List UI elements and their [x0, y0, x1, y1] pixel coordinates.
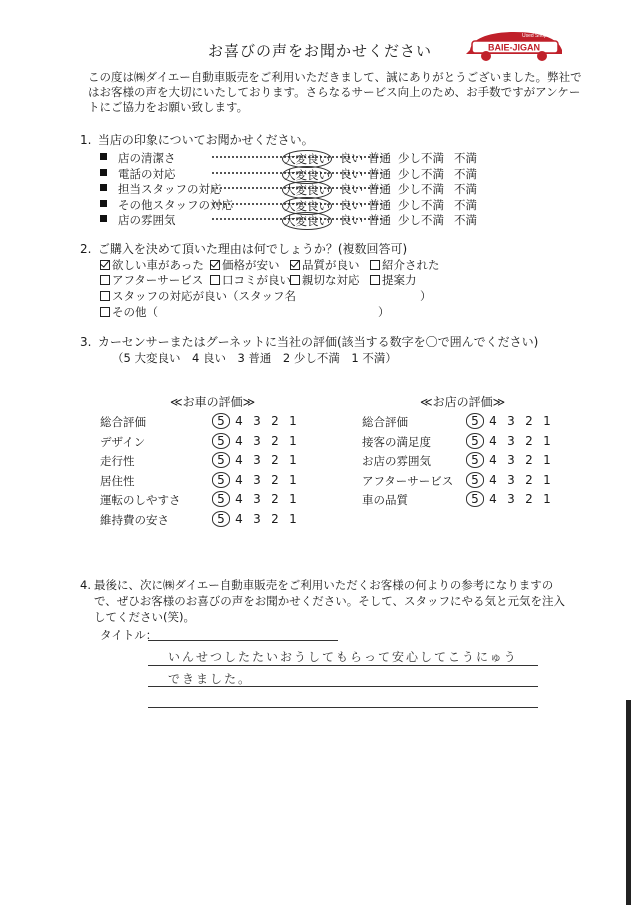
- shop-rating-scale: [466, 433, 556, 449]
- rating-digit[interactable]: 3: [507, 453, 515, 467]
- q1-option[interactable]: 不満: [454, 213, 477, 227]
- q2-text: ご購入を決めて頂いた理由は何でしょうか？(複数回答可): [97, 242, 408, 256]
- rating-digit[interactable]: 5: [466, 452, 484, 468]
- shop-rating-scale: [466, 472, 556, 488]
- rating-digit[interactable]: 2: [271, 472, 279, 487]
- checkbox[interactable]: [100, 291, 110, 301]
- q1-option[interactable]: 良い: [340, 213, 363, 227]
- shop-rating-label: お店の雰囲気: [362, 454, 431, 468]
- q2-option[interactable]: [100, 257, 204, 273]
- rating-digit[interactable]: 2: [271, 492, 279, 506]
- rating-digit[interactable]: 1: [289, 414, 297, 428]
- rating-digit[interactable]: 3: [507, 433, 515, 448]
- checkbox[interactable]: [210, 260, 220, 270]
- rating-digit[interactable]: 4: [235, 414, 243, 428]
- close-paren: ）: [378, 305, 390, 319]
- intro-line: トにご協力をお願い致します。: [88, 100, 249, 114]
- rating-digit[interactable]: 3: [507, 472, 515, 487]
- rating-digit[interactable]: 2: [525, 492, 533, 506]
- q1-option[interactable]: 大変良い: [284, 152, 330, 166]
- rating-digit[interactable]: 5: [212, 511, 230, 527]
- rating-digit[interactable]: 2: [525, 472, 533, 487]
- rating-digit[interactable]: 2: [525, 453, 533, 467]
- q1-item-label: 店の清潔さ: [118, 151, 176, 165]
- q2-option-label: 紹介された: [382, 258, 440, 272]
- q1-option[interactable]: 普通: [368, 213, 391, 227]
- rating-digit[interactable]: 1: [289, 511, 297, 526]
- q4-question: [80, 577, 565, 625]
- q2-option-label: 口コミが良い: [222, 273, 291, 287]
- q1-item-label: 店の雰囲気: [118, 213, 176, 227]
- rating-digit[interactable]: 4: [489, 492, 497, 506]
- q1-rating-row: [100, 181, 490, 197]
- q4-number: 4.: [80, 578, 91, 592]
- q2-option[interactable]: [210, 272, 291, 288]
- rating-digit[interactable]: 1: [543, 453, 551, 467]
- checkbox[interactable]: [290, 275, 300, 285]
- q1-option[interactable]: 大変良い: [284, 167, 330, 182]
- q4-line: 最後に、次に㈱ダイエー自動車販売をご利用いただくお客様の何よりの参考になりますの: [94, 578, 554, 592]
- rating-digit[interactable]: 3: [253, 453, 261, 467]
- q1-text: 当店の印象についてお聞かせください。: [97, 133, 314, 147]
- rating-digit[interactable]: 2: [271, 433, 279, 448]
- checkbox[interactable]: [100, 275, 110, 285]
- rating-digit[interactable]: 4: [489, 472, 497, 487]
- q3-question: [80, 333, 538, 350]
- q2-option-label: 品質が良い: [302, 258, 360, 272]
- rating-digit[interactable]: 3: [253, 433, 261, 448]
- checkbox[interactable]: [100, 307, 110, 317]
- rating-digit[interactable]: 4: [235, 511, 243, 526]
- q2-option-label: 価格が安い: [222, 258, 280, 272]
- rating-digit[interactable]: 5: [212, 472, 230, 488]
- q3-text: カーセンサーまたはグーネットに当社の評価(該当する数字を〇で囲んでください): [97, 335, 539, 349]
- q2-option-label: 親切な対応: [302, 273, 360, 287]
- shop-rating-scale: [466, 491, 556, 507]
- q1-item-label: 担当スタッフの対応: [118, 182, 222, 196]
- q1-rating-row: [100, 166, 490, 182]
- shop-rating-scale: [466, 452, 556, 468]
- scan-edge-mark: [626, 700, 631, 905]
- rating-digit[interactable]: 5: [212, 452, 230, 468]
- q2-option[interactable]: [100, 272, 203, 288]
- rating-digit[interactable]: 2: [271, 511, 279, 526]
- q1-rating-row: [100, 212, 490, 228]
- car-rating-label: 運転のしやすさ: [100, 493, 181, 507]
- intro-line: はお客様の声を大切にいたしております。さらなるサービス向上のため、お手数ですがアンケー: [88, 85, 581, 99]
- car-rating-label: 走行性: [100, 454, 135, 468]
- car-rating-scale: [212, 433, 302, 449]
- shop-rating-label: アフターサービス: [362, 473, 454, 488]
- q1-option[interactable]: 大変良い: [284, 183, 330, 197]
- checkbox[interactable]: [210, 275, 220, 285]
- q2-option[interactable]: [210, 257, 280, 273]
- q2-option[interactable]: [100, 288, 296, 304]
- answer-line[interactable]: [148, 665, 538, 666]
- q1-option[interactable]: 普通: [368, 182, 391, 196]
- rating-digit[interactable]: 4: [489, 414, 497, 428]
- checkbox[interactable]: [370, 260, 380, 270]
- q3-scale: （5 大変良い 4 良い 3 普通 2 少し不満 1 不満）: [112, 351, 397, 365]
- close-paren: ）: [420, 289, 432, 303]
- q1-rating-row: [100, 197, 490, 213]
- rating-digit[interactable]: 3: [253, 492, 261, 506]
- q1-option[interactable]: 少し不満: [398, 151, 444, 165]
- q1-option[interactable]: 不満: [454, 166, 477, 181]
- checkbox[interactable]: [370, 275, 380, 285]
- shop-rating-label: 総合評価: [362, 415, 408, 429]
- rating-digit[interactable]: 3: [507, 414, 515, 428]
- car-rating-scale: [212, 472, 302, 488]
- q1-option[interactable]: 不満: [454, 197, 477, 212]
- bullet-icon: [100, 169, 107, 176]
- q2-option-label: 欲しい車があった: [112, 258, 204, 272]
- q1-option[interactable]: 少し不満: [398, 197, 444, 212]
- car-rating-scale: [212, 452, 302, 468]
- rating-digit[interactable]: 5: [212, 433, 230, 449]
- rating-digit[interactable]: 5: [466, 413, 484, 429]
- q2-number: 2.: [80, 242, 92, 256]
- rating-digit[interactable]: 4: [235, 492, 243, 506]
- rating-digit[interactable]: 2: [271, 453, 279, 467]
- q2-option[interactable]: [290, 257, 360, 273]
- rating-digit[interactable]: 5: [212, 491, 230, 507]
- title-field-line[interactable]: [148, 640, 338, 641]
- q1-item-label: 電話の対応: [118, 166, 176, 181]
- q4-line: で、ぜひお客様のお喜びの声をお聞かせください。そして、スタッフにやる気と元気を注入: [94, 594, 566, 608]
- q2-option[interactable]: [290, 272, 360, 288]
- q1-option[interactable]: 良い: [340, 197, 363, 212]
- q1-option[interactable]: 大変良い: [284, 214, 330, 228]
- q1-option[interactable]: 普通: [368, 151, 391, 165]
- q1-option[interactable]: 不満: [454, 151, 477, 165]
- rating-digit[interactable]: 2: [525, 414, 533, 428]
- q1-option[interactable]: 不満: [454, 182, 477, 196]
- q2-option-label: 提案力: [382, 273, 417, 287]
- q1-option[interactable]: 少し不満: [398, 182, 444, 196]
- shop-rating-scale: [466, 413, 556, 429]
- q1-question: [80, 131, 314, 148]
- rating-digit[interactable]: 2: [271, 414, 279, 428]
- q2-option-label: アフターサービス: [112, 273, 204, 287]
- q1-option[interactable]: 良い: [340, 151, 363, 165]
- car-rating-label: 維持費の安さ: [100, 512, 169, 527]
- q1-option[interactable]: 良い: [340, 166, 363, 181]
- q1-option[interactable]: 良い: [340, 182, 363, 196]
- car-rating-scale: [212, 413, 302, 429]
- q2-option[interactable]: [370, 257, 440, 273]
- checkbox[interactable]: [290, 260, 300, 270]
- logo-text: BAIE-JIGAN: [487, 42, 541, 53]
- bullet-icon: [100, 153, 107, 160]
- q2-option[interactable]: [100, 304, 158, 320]
- q1-option[interactable]: 普通: [368, 166, 391, 181]
- rating-digit[interactable]: 2: [525, 433, 533, 448]
- answer-line[interactable]: [148, 686, 538, 687]
- rating-digit[interactable]: 1: [543, 472, 551, 487]
- title-label: タイトル：: [100, 628, 158, 642]
- shop-rating-label: 接客の満足度: [362, 434, 431, 449]
- rating-digit[interactable]: 1: [289, 433, 297, 448]
- rating-digit[interactable]: 3: [253, 472, 261, 487]
- q1-item-label: その他スタッフの対応: [118, 197, 233, 212]
- rating-digit[interactable]: 1: [543, 492, 551, 506]
- q1-option[interactable]: 少し不満: [398, 213, 444, 227]
- bullet-icon: [100, 215, 107, 222]
- rating-digit[interactable]: 3: [507, 492, 515, 506]
- rating-digit[interactable]: 3: [253, 511, 261, 526]
- intro-paragraph: [88, 70, 582, 115]
- q2-option-label: スタッフの対応が良い（スタッフ名: [112, 289, 296, 303]
- checkbox[interactable]: [100, 260, 110, 270]
- q2-question: [80, 240, 407, 257]
- rating-digit[interactable]: 4: [235, 453, 243, 467]
- rating-digit[interactable]: 4: [235, 472, 243, 487]
- bullet-icon: [100, 184, 107, 191]
- car-rating-heading: ≪お車の評価≫: [170, 395, 256, 409]
- rating-digit[interactable]: 1: [289, 472, 297, 487]
- rating-digit[interactable]: 5: [212, 413, 230, 429]
- rating-digit[interactable]: 5: [466, 491, 484, 507]
- car-rating-label: 総合評価: [100, 415, 146, 429]
- intro-line: この度は㈱ダイエー自動車販売をご利用いただきまして、誠にありがとうございました。弊社で: [88, 70, 582, 84]
- q1-option[interactable]: 少し不満: [398, 166, 444, 181]
- bullet-icon: [100, 200, 107, 207]
- q1-number: 1.: [80, 133, 92, 147]
- rating-digit[interactable]: 5: [466, 433, 484, 449]
- q4-line: してください(笑)。: [94, 610, 195, 624]
- car-rating-scale: [212, 491, 302, 507]
- shop-rating-heading: ≪お店の評価≫: [420, 395, 506, 409]
- rating-digit[interactable]: 4: [235, 433, 243, 448]
- rating-digit[interactable]: 3: [253, 414, 261, 428]
- rating-digit[interactable]: 4: [489, 453, 497, 467]
- rating-digit[interactable]: 1: [543, 414, 551, 428]
- rating-digit[interactable]: 1: [543, 433, 551, 448]
- rating-digit[interactable]: 1: [289, 492, 297, 506]
- q2-option-label: その他（: [112, 305, 158, 319]
- q1-option[interactable]: 普通: [368, 197, 391, 212]
- handwritten-answer-line: いんせつしたたいおうしてもらって安心してこうにゅう: [168, 650, 518, 664]
- car-rating-label: デザイン: [100, 434, 146, 449]
- page-title: お喜びの声をお聞かせください: [207, 42, 432, 60]
- rating-digit[interactable]: 1: [289, 453, 297, 467]
- rating-digit[interactable]: 5: [466, 472, 484, 488]
- q2-option[interactable]: [370, 272, 417, 288]
- rating-digit[interactable]: 4: [489, 433, 497, 448]
- q1-option[interactable]: 大変良い: [284, 198, 330, 213]
- car-rating-label: 居住性: [100, 473, 135, 488]
- handwritten-answer-line: できました。: [168, 672, 253, 686]
- shop-rating-label: 車の品質: [362, 493, 408, 507]
- logo-small-text: Used Shop: [522, 33, 547, 39]
- q3-number: 3.: [80, 335, 92, 349]
- car-rating-scale: [212, 511, 302, 527]
- answer-line[interactable]: [148, 707, 538, 708]
- q1-rating-row: [100, 150, 490, 166]
